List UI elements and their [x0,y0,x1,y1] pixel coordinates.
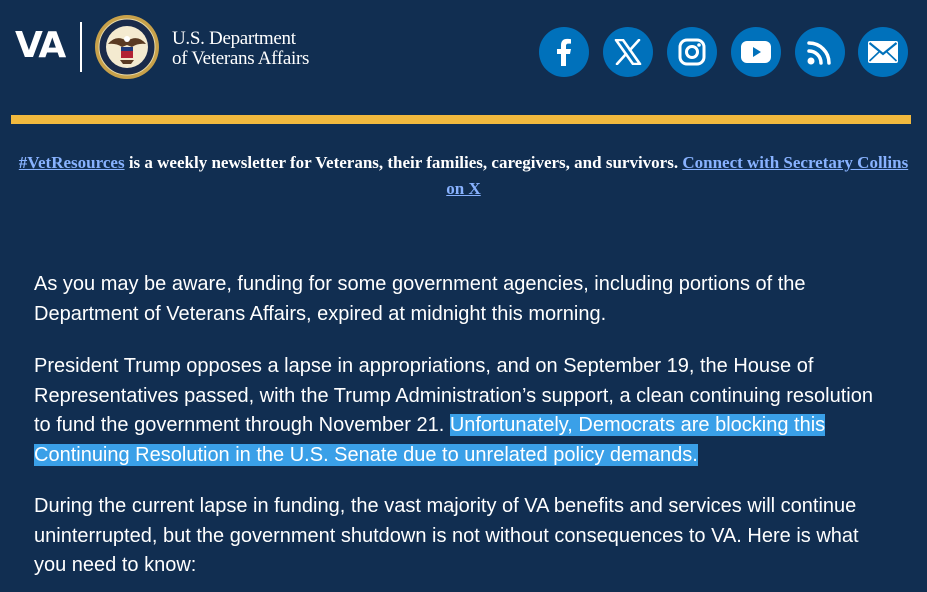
vetresources-link[interactable]: #VetResources [18,153,125,172]
email-button[interactable] [858,27,908,77]
instagram-button[interactable] [667,27,717,77]
x-button[interactable] [603,27,653,77]
va-logo[interactable]: VA [15,25,65,66]
connect-secretary-link[interactable]: Connect with Secretary Collins on X [446,153,909,198]
va-seal-icon [94,14,160,80]
gold-divider-bar [11,115,911,124]
department-name-line1: U.S. Department [172,28,296,49]
paragraph-what-to-know: During the current lapse in funding, the vast majority of VA benefits and services will continue uninterrupted, but the government shutdown is not without consequences to VA. Here is what you need to know: [34,495,859,576]
newsletter-intro [10,150,917,202]
paragraph-continuing-resolution [34,352,894,470]
youtube-icon [741,41,771,63]
paragraph-cr-text: President Trump opposes a lapse in appropriations, and on September 19, the House of Representatives passed, with the Trump Administration’s support, a clean continuing resolution to fund the government through November 21. [34,355,873,436]
email-icon [868,41,898,63]
x-icon [614,39,642,65]
rss-button[interactable] [795,27,845,77]
logo-divider [80,22,82,72]
highlighted-text: Unfortunately, Democrats are blocking this Continuing Resolution in the U.S. Senate due to unrelated policy demands. [34,414,826,466]
instagram-icon [678,38,706,66]
youtube-button[interactable] [731,27,781,77]
rss-icon [806,38,834,66]
intro-text: is a weekly newsletter for Veterans, their families, caregivers, and survivors. [124,153,683,172]
facebook-icon [552,38,576,66]
department-name-line2: of Veterans Affairs [172,48,310,69]
header [0,0,927,112]
department-name [172,29,309,69]
paragraph-funding-expired: As you may be aware, funding for some government agencies, including portions of the Department of Veterans Affairs, expired at midnight this morning. [34,273,806,325]
facebook-button[interactable] [539,27,589,77]
